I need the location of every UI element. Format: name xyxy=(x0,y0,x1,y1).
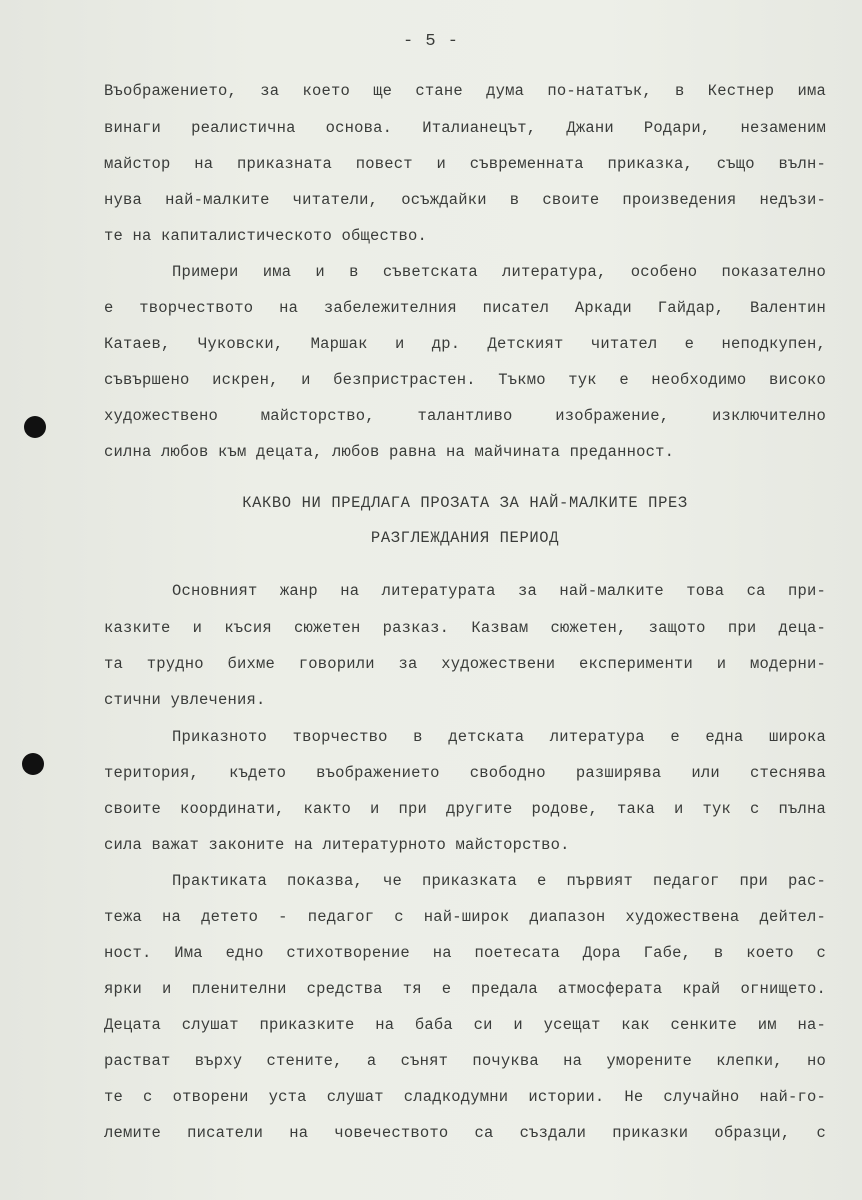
text-line: майстор на приказната повест и съвременната приказка, също вълн- xyxy=(104,155,826,173)
text-line: съвършено искрен, и безпристрастен. Тъкмо тук е необходимо високо xyxy=(104,371,826,389)
text-line: та трудно бихме говорили за художествени експерименти и модерни- xyxy=(104,655,826,673)
text-line: Приказното творчество в детската литература е една широка xyxy=(172,728,826,746)
text-line: винаги реалистична основа. Италианецът, Джани Родари, незаменим xyxy=(104,119,826,137)
text-line: растват върху стените, а сънят почуква на уморените клепки, но xyxy=(104,1052,826,1070)
text-line: своите координати, както и при другите родове, така и тук с пълна xyxy=(104,800,826,818)
text-line: е творчеството на забележителния писател Аркади Гайдар, Валентин xyxy=(104,299,826,317)
text-line: те с отворени уста слушат сладкодумни истории. Не случайно най-го- xyxy=(104,1088,826,1106)
text-line: Практиката показва, че приказката е първият педагог при рас- xyxy=(172,872,826,890)
text-line: Основният жанр на литературата за най-малките това са при- xyxy=(172,582,826,600)
section-heading: РАЗГЛЕЖДАНИЯ ПЕРИОД xyxy=(370,529,560,547)
page-number: - 5 - xyxy=(402,32,459,51)
text-line: сила важат законите на литературното майсторство. xyxy=(104,836,570,854)
text-line: художествено майсторство, талантливо изображение, изключително xyxy=(104,407,826,425)
text-line: Въображението, за което ще стане дума по-нататък, в Кестнер има xyxy=(104,82,826,100)
punch-hole xyxy=(24,416,46,438)
text-line: те на капиталистическото общество. xyxy=(104,227,428,245)
text-line: нува най-малките читатели, осъждайки в своите произведения недъзи- xyxy=(104,191,826,209)
section-heading: КАКВО НИ ПРЕДЛАГА ПРОЗАТА ЗА НАЙ-МАЛКИТЕ ПРЕЗ xyxy=(242,494,688,512)
text-line: територия, където въображението свободно разширява или стеснява xyxy=(104,764,826,782)
text-line: тежа на детето - педагог с най-широк диапазон художествена дейтел- xyxy=(104,908,826,926)
text-line: Примери има и в съветската литература, особено показателно xyxy=(172,263,826,281)
text-line: ярки и пленителни средства тя е предала атмосферата край огнището. xyxy=(104,980,826,998)
text-line: Катаев, Чуковски, Маршак и др. Детският читател е неподкупен, xyxy=(104,335,826,353)
text-line: силна любов към децата, любов равна на майчината преданност. xyxy=(104,443,675,461)
text-line: Децата слушат приказките на баба си и усещат как сенките им на- xyxy=(104,1016,826,1034)
punch-hole xyxy=(22,753,44,775)
text-line: ност. Има едно стихотворение на поетесата Дора Габе, в което с xyxy=(104,944,826,962)
text-line: стични увлечения. xyxy=(104,691,266,709)
text-line: казките и късия сюжетен разказ. Казвам сюжетен, защото при деца- xyxy=(104,619,826,637)
text-line: лемите писатели на човечеството са създали приказки образци, с xyxy=(104,1124,826,1142)
